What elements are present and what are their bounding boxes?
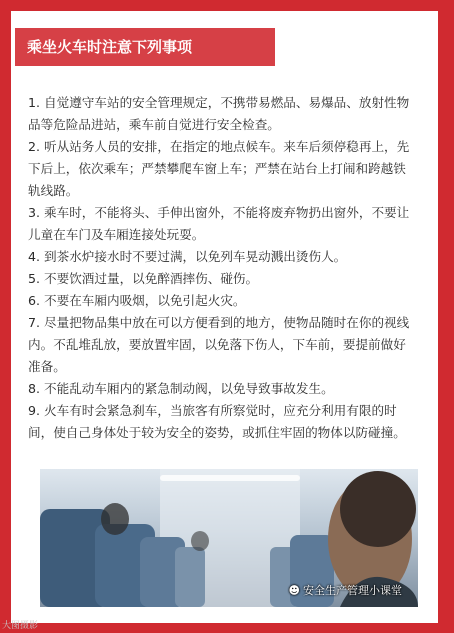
- train-interior-photo: [40, 469, 418, 607]
- page-title: 乘坐火车时注意下列事项: [15, 28, 275, 66]
- list-item: 2. 听从站务人员的安排，在指定的地点候车。来车后须停稳再上，先下后上，依次乘车；严禁攀爬车窗上车；严禁在站台上打闹和跨越铁轨线路。: [28, 139, 410, 198]
- list-item: 8. 不能乱动车厢内的紧急制动阀，以免导致事故发生。: [28, 381, 334, 396]
- list-item: 5. 不要饮酒过量，以免醉酒摔伤、碰伤。: [28, 271, 259, 286]
- list-item: 9. 火车有时会紧急刹车，当旅客有所察觉时，应充分利用有限的时间，使自己身体处于较为安全的姿势，或抓住牢固的物体以防碰撞。: [28, 403, 406, 440]
- photo-credit: 大图摄影: [2, 621, 39, 631]
- list-item: 3. 乘车时，不能将头、手伸出窗外，不能将废弃物扔出窗外，不要让儿童在车门及车厢连接处玩耍。: [28, 205, 410, 242]
- list-item: 7. 尽量把物品集中放在可以方便看到的地方，使物品随时在你的视线内。不乱堆乱放，要放置牢固，以免落下伤人，下车前，要提前做好准备。: [28, 315, 410, 374]
- watermark-text: 安全生产管理小课堂: [303, 584, 402, 597]
- watermark: [289, 582, 402, 598]
- list-item: 4. 到茶水炉接水时不要过满，以免列车晃动溅出烫伤人。: [28, 249, 347, 264]
- list-item: 1. 自觉遵守车站的安全管理规定，不携带易燃品、易爆品、放射性物品等危险品进站，乘车前自觉进行安全检查。: [28, 95, 410, 132]
- notice-list: [28, 92, 418, 444]
- wechat-icon: ☻: [288, 584, 300, 597]
- list-item: 6. 不要在车厢内吸烟，以免引起火灾。: [28, 293, 246, 308]
